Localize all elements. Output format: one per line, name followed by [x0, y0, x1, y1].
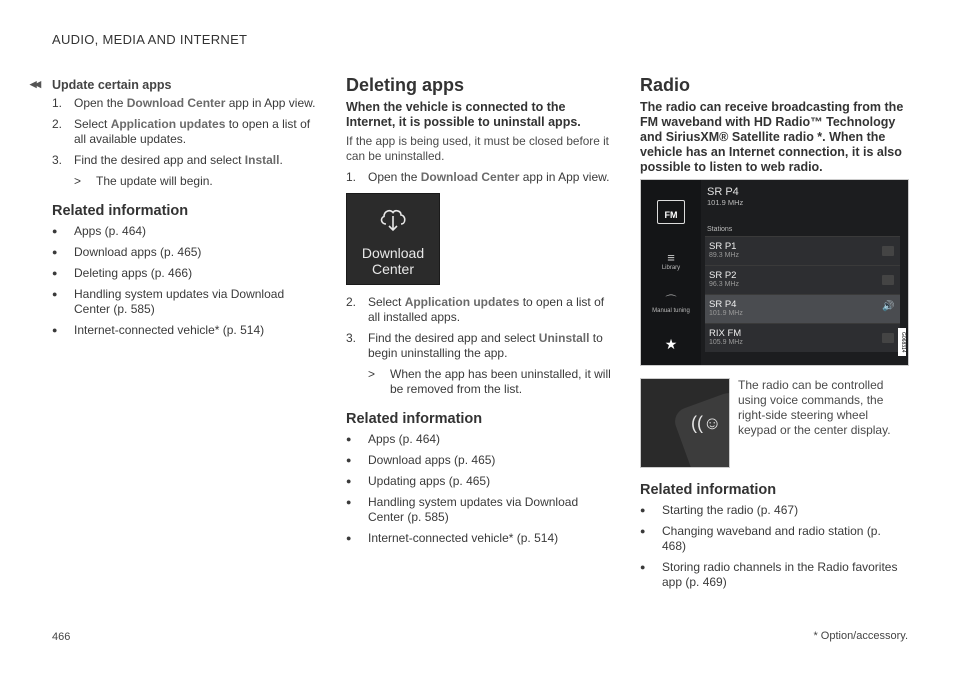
- fm-band-icon: FM: [657, 200, 685, 224]
- step-number: 1.: [52, 96, 63, 110]
- related-heading: Related information: [52, 203, 189, 219]
- station-row: SR P2 96.3 MHz: [705, 265, 900, 294]
- heading-deleting-apps: Deleting apps: [346, 75, 465, 95]
- step-item: [346, 331, 611, 361]
- step-result: [368, 367, 611, 397]
- speaker-icon: 🔊: [882, 301, 895, 312]
- lead-text: When the vehicle is connected to the Internet, it is possible to uninstall apps.: [346, 100, 581, 129]
- related-list: [346, 432, 611, 546]
- tuning-icon: ⌒: [665, 295, 677, 307]
- related-list: [52, 224, 317, 338]
- current-station: SR P4 101.9 MHz: [707, 186, 744, 207]
- station-row-active: SR P4 101.9 MHz 🔊: [705, 294, 900, 323]
- column-radio: [640, 75, 908, 596]
- related-list: [640, 503, 908, 590]
- column-deleting-apps: [346, 75, 611, 552]
- result-arrow: >: [74, 174, 82, 188]
- related-heading: Related information: [640, 482, 777, 498]
- ui-term: Application updates: [404, 295, 520, 309]
- lead-text: The radio can receive broadcasting from the FM waveband with HD Radio™ Technology and SiriusXM® Satellite radio *. When the vehicle has an Internet connection, it is also possible to listen to web radio.: [640, 100, 904, 174]
- bullet-icon: ●: [640, 505, 646, 515]
- result-text: When the app has been uninstalled, it will be removed from the list.: [390, 367, 611, 396]
- continued-marker: ◂◂: [30, 76, 40, 91]
- current-frequency: 101.9 MHz: [707, 198, 744, 207]
- station-row: SR P1 89.3 MHz: [705, 236, 900, 265]
- related-link[interactable]: ● Deleting apps (p. 466): [52, 266, 193, 280]
- step-item: [346, 170, 611, 185]
- bullet-icon: ●: [346, 497, 352, 507]
- bullet-icon: ●: [640, 562, 646, 572]
- bullet-icon: ●: [640, 526, 646, 536]
- voice-control-text: The radio can be controlled using voice commands, the right-side steering wheel keypad or the center display.: [738, 378, 891, 437]
- step-text: Open the Download Center app in App view.: [368, 170, 610, 184]
- station-icon: [882, 333, 894, 343]
- app-icon-label: Download Center: [361, 245, 425, 277]
- step-text: Find the desired app and select Install.: [74, 153, 283, 167]
- related-link[interactable]: ● Apps (p. 464): [346, 432, 441, 446]
- related-link[interactable]: ● Handling system updates via Download Center (p. 585): [52, 287, 285, 316]
- result-arrow: >: [368, 367, 376, 381]
- bullet-icon: ●: [346, 476, 352, 486]
- footnote: * Option/accessory.: [813, 630, 908, 642]
- bullet-icon: ●: [52, 247, 58, 257]
- bullet-icon: ●: [52, 325, 58, 335]
- ui-term: Uninstall: [538, 331, 590, 345]
- step-text: Find the desired app and select Uninstall to begin uninstalling the app.: [368, 331, 603, 360]
- page-number: 466: [52, 631, 71, 643]
- ui-term: Download Center: [420, 170, 520, 184]
- step-item: [52, 153, 317, 168]
- related-link[interactable]: ● Download apps (p. 465): [52, 245, 202, 259]
- station-icon: [882, 275, 894, 285]
- bullet-icon: ●: [346, 455, 352, 465]
- bullet-icon: ●: [52, 226, 58, 236]
- step-item: [346, 295, 611, 325]
- section-header: AUDIO, MEDIA AND INTERNET: [52, 32, 248, 47]
- favorite-star-icon: ★: [664, 336, 678, 352]
- library-item: ≡ Library: [641, 250, 701, 271]
- bullet-icon: ●: [346, 533, 352, 543]
- step-text: Select Application updates to open a list of all installed apps.: [368, 295, 605, 324]
- ui-term: Download Center: [126, 96, 226, 110]
- stations-label: Stations: [707, 226, 733, 233]
- bullet-icon: ●: [52, 289, 58, 299]
- manual-tuning-item: ⌒ Manual tuning: [641, 292, 701, 314]
- image-code: G068314: [898, 328, 906, 356]
- step-number: 3.: [52, 153, 63, 167]
- related-link[interactable]: ● Handling system updates via Download Center (p. 585): [346, 495, 579, 524]
- step-number: 1.: [346, 170, 357, 184]
- radio-sidebar: [641, 180, 701, 365]
- ui-term: Application updates: [110, 117, 226, 131]
- station-row: RIX FM 105.9 MHz: [705, 323, 900, 352]
- step-number: 3.: [346, 331, 357, 345]
- step-item: [52, 117, 317, 147]
- ui-term: Install: [244, 153, 280, 167]
- download-center-app-icon: [346, 193, 440, 285]
- bullet-icon: ●: [346, 434, 352, 444]
- voice-command-icon: ((☺: [691, 413, 722, 433]
- heading-radio: Radio: [640, 75, 691, 95]
- step-number: 2.: [346, 295, 357, 309]
- related-link[interactable]: ● Starting the radio (p. 467): [640, 503, 799, 517]
- step-text: Open the Download Center app in App view.: [74, 96, 316, 110]
- step-text: Select Application updates to open a list of all available updates.: [74, 117, 311, 146]
- related-link[interactable]: ● Download apps (p. 465): [346, 453, 496, 467]
- library-icon: ≡: [667, 250, 675, 265]
- step-result: [74, 174, 317, 189]
- related-link[interactable]: ● Changing waveband and radio station (p. 468): [640, 524, 881, 553]
- subheading-update-certain-apps: Update certain apps: [52, 78, 172, 92]
- body-text: If the app is being used, it must be closed before it can be uninstalled.: [346, 134, 609, 163]
- cloud-download-icon: [377, 204, 409, 236]
- column-update-apps: [52, 75, 317, 344]
- bullet-icon: ●: [52, 268, 58, 278]
- related-link[interactable]: ● Apps (p. 464): [52, 224, 147, 238]
- related-link[interactable]: ● Updating apps (p. 465): [346, 474, 491, 488]
- voice-button-image: [640, 378, 730, 468]
- voice-control-block: [640, 378, 908, 468]
- step-number: 2.: [52, 117, 63, 131]
- step-item: [52, 96, 317, 111]
- related-link[interactable]: ● Storing radio channels in the Radio favorites app (p. 469): [640, 560, 898, 589]
- result-text: The update will begin.: [96, 174, 213, 188]
- radio-screen-image: [640, 179, 909, 366]
- related-link[interactable]: ● Internet-connected vehicle* (p. 514): [346, 531, 559, 545]
- station-icon: [882, 246, 894, 256]
- update-steps-list: [52, 96, 317, 168]
- related-link[interactable]: ● Internet-connected vehicle* (p. 514): [52, 323, 265, 337]
- related-heading: Related information: [346, 411, 483, 427]
